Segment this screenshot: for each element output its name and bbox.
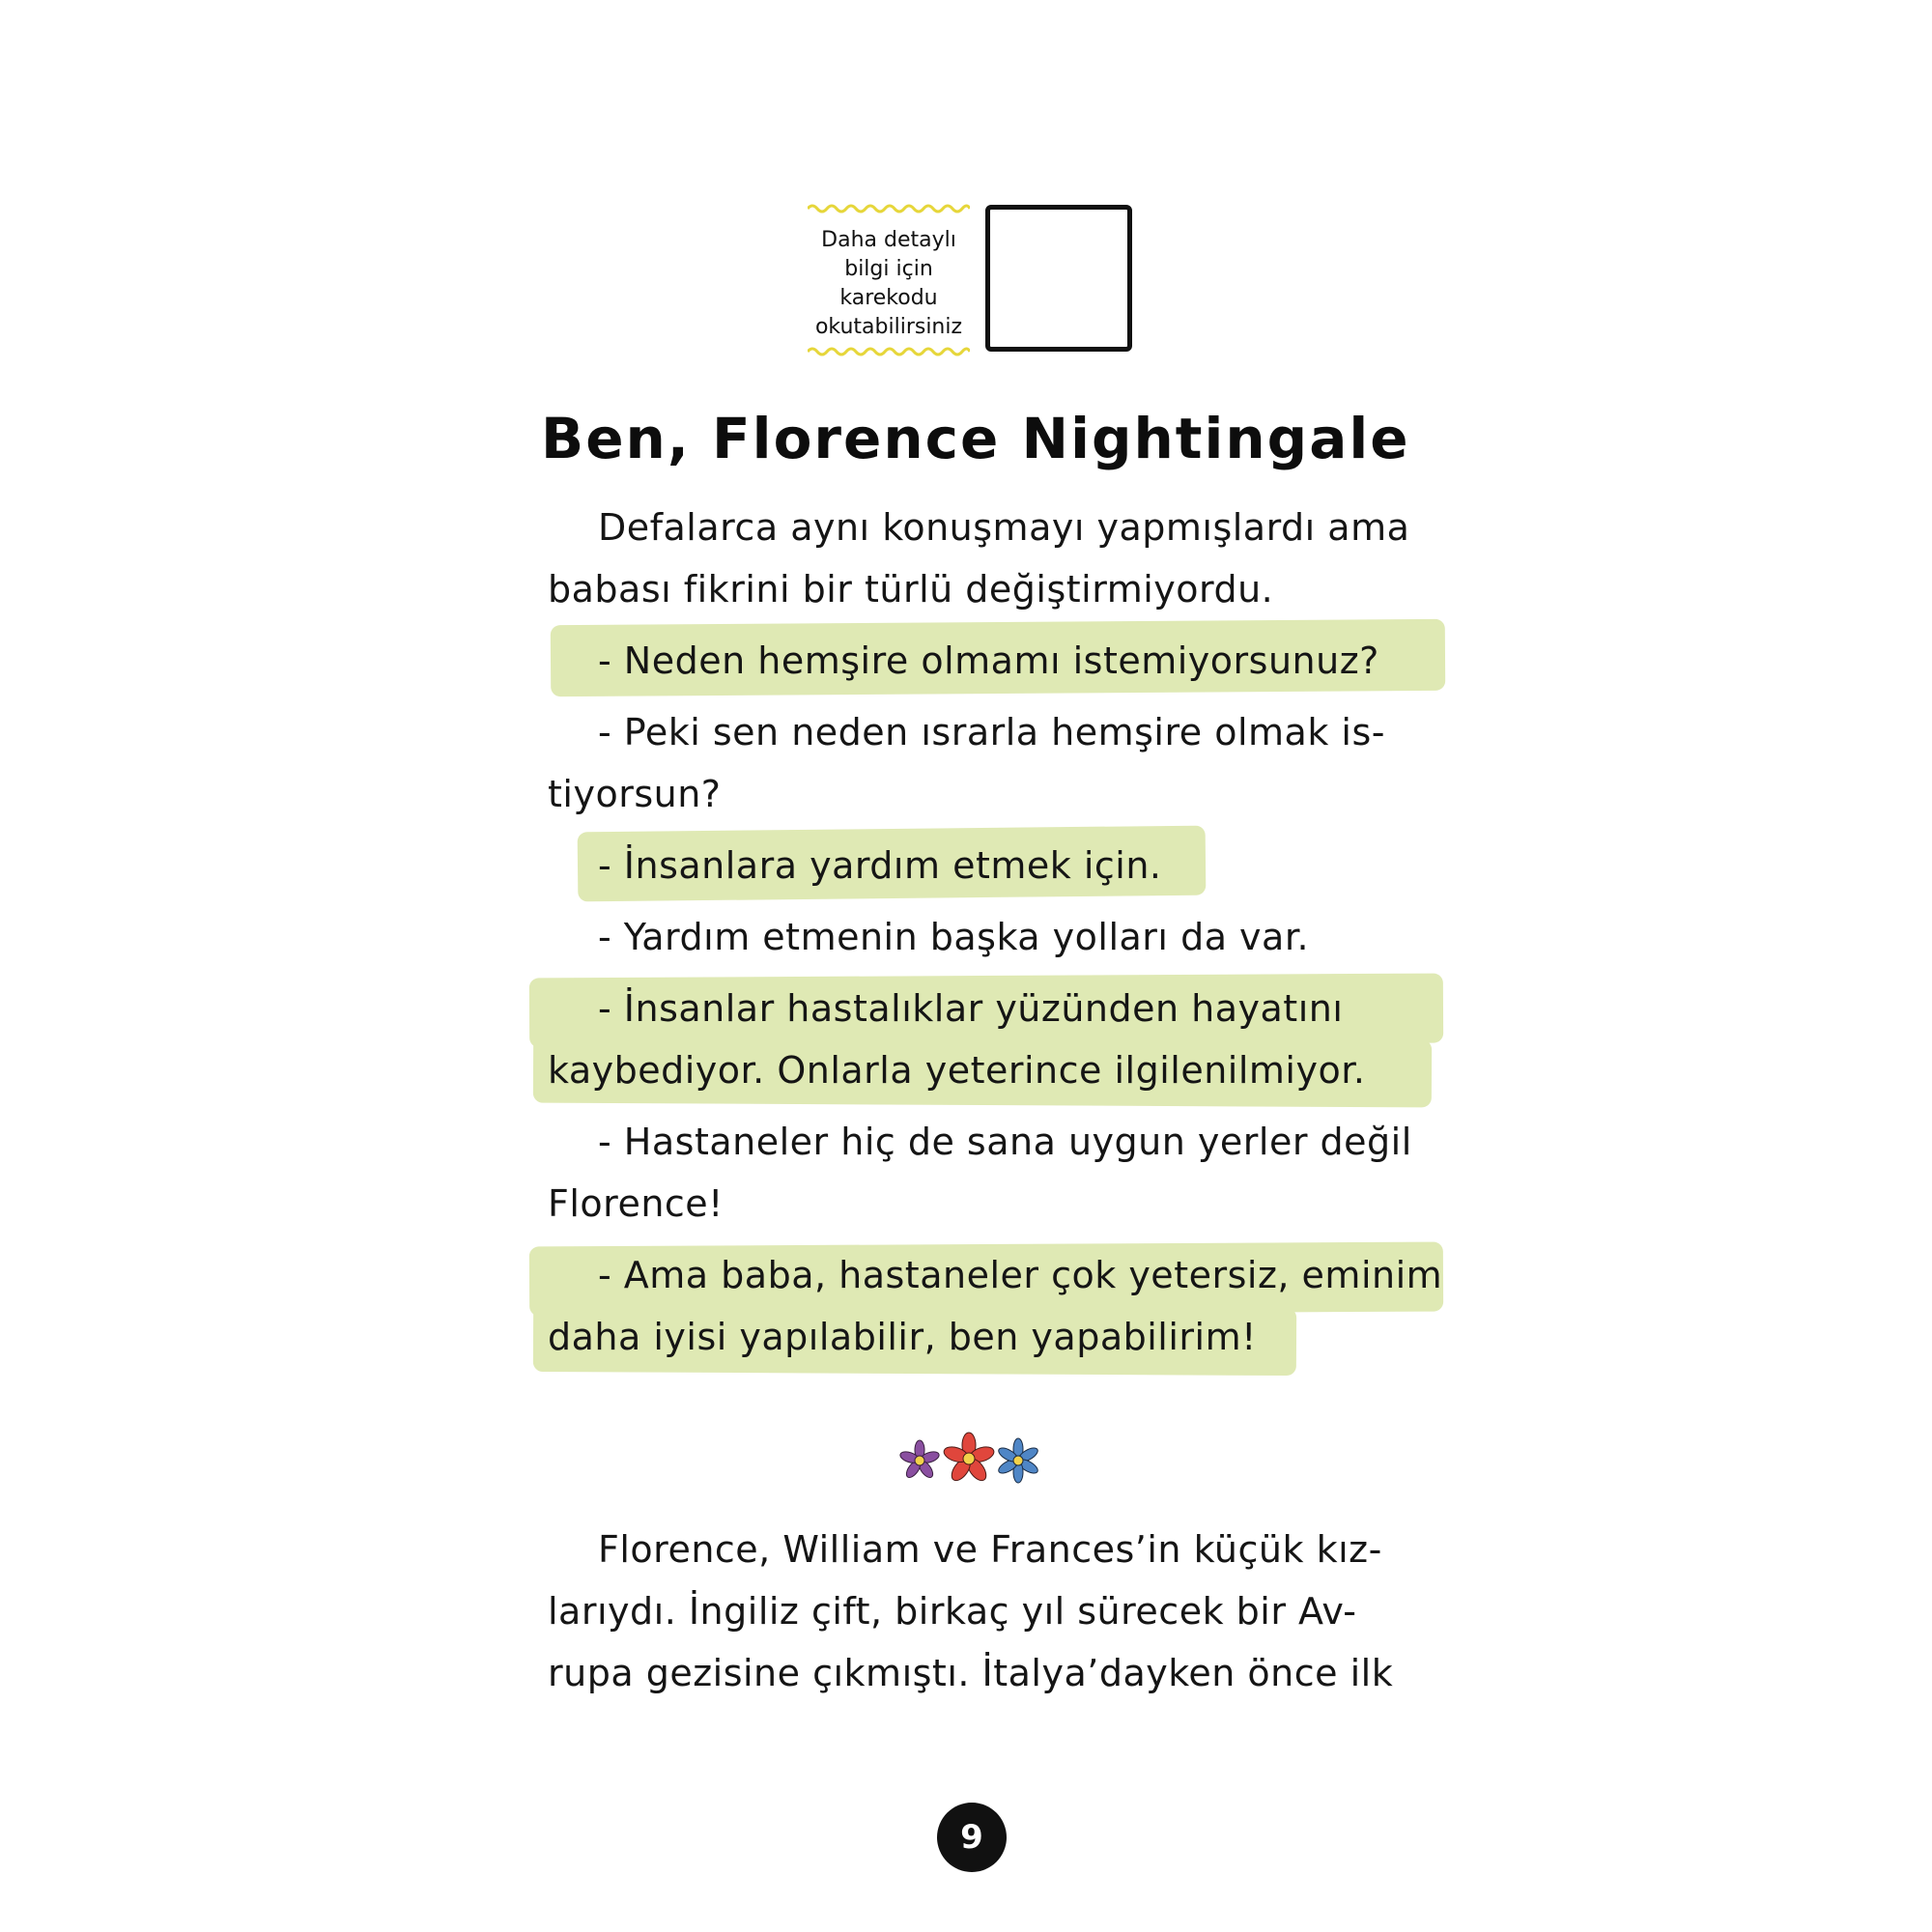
qr-line-1: Daha detaylı xyxy=(821,228,956,252)
red-flower-icon xyxy=(942,1433,996,1484)
blue-flower-icon xyxy=(997,1438,1040,1483)
text-line: - İnsanlar hastalıklar yüzünden hayatını xyxy=(598,987,1344,1030)
page-number: 9 xyxy=(937,1803,1007,1872)
text-line: larıydı. İngiliz çift, birkaç yıl sürecek bir Av- xyxy=(548,1590,1357,1633)
text-line: - Yardım etmenin başka yolları da var. xyxy=(598,916,1310,958)
qr-code-placeholder[interactable] xyxy=(985,205,1132,352)
qr-line-4: okutabilirsiniz xyxy=(814,315,963,339)
wavy-line-top xyxy=(808,203,970,214)
text-line: - Peki sen neden ısrarla hemşire olmak is- xyxy=(598,711,1385,753)
flower-divider-icon xyxy=(898,1426,1043,1493)
text-line: rupa gezisine çıkmıştı. İtalya’dayken önce ilk xyxy=(548,1652,1394,1694)
text-line: Florence, William ve Frances’in küçük kız- xyxy=(598,1528,1382,1571)
text-line: babası fikrini bir türlü değiştirmiyordu. xyxy=(548,568,1274,611)
text-line: tiyorsun? xyxy=(548,773,722,815)
text-line: - Hastaneler hiç de sana uygun yerler değil xyxy=(598,1121,1412,1163)
text-line: kaybediyor. Onlarla yeterince ilgilenilmiyor. xyxy=(548,1049,1366,1092)
wavy-line-bottom xyxy=(808,346,970,357)
qr-note xyxy=(808,203,970,357)
purple-flower-icon xyxy=(898,1440,940,1480)
text-line: - Ama baba, hastaneler çok yetersiz, eminim xyxy=(598,1254,1443,1296)
text-line: daha iyisi yapılabilir, ben yapabilirim! xyxy=(548,1316,1257,1358)
text-line: - İnsanlara yardım etmek için. xyxy=(598,844,1162,887)
qr-instruction xyxy=(808,226,970,342)
page-title: Ben, Florence Nightingale xyxy=(541,406,1410,471)
qr-line-2: bilgi için xyxy=(844,257,933,281)
text-line: Florence! xyxy=(548,1182,724,1225)
qr-line-3: karekodu xyxy=(839,286,938,310)
text-line: - Neden hemşire olmamı istemiyorsunuz? xyxy=(598,639,1379,682)
text-line: Defalarca aynı konuşmayı yapmışlardı ama xyxy=(598,506,1410,549)
